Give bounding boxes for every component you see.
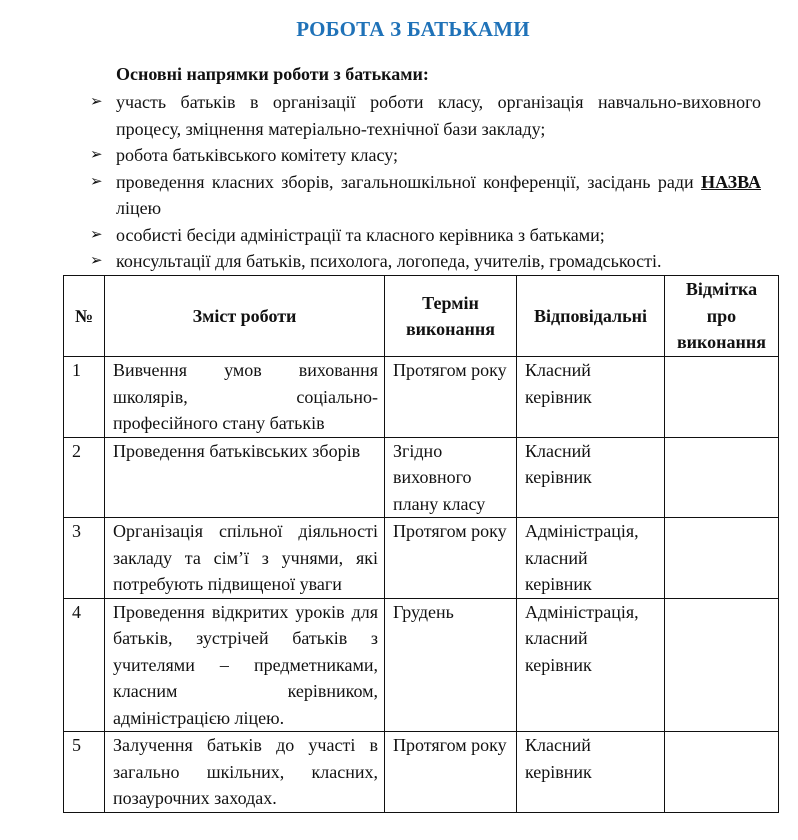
section-subtitle: Основні напрямки роботи з батьками:: [116, 64, 429, 84]
cell-mark: [665, 732, 779, 813]
work-plan-table: [63, 275, 779, 813]
cell-responsible: Адміністрація, класний керівник: [517, 518, 665, 599]
list-item: [0, 248, 761, 275]
table-row: [64, 437, 779, 518]
cell-responsible: Класний керівник: [517, 437, 665, 518]
cell-mark: [665, 437, 779, 518]
cell-responsible: Адміністрація, класний керівник: [517, 598, 665, 732]
arrow-bullet-icon: ➢: [90, 173, 103, 190]
header-number: №: [64, 276, 105, 357]
arrow-bullet-icon: ➢: [90, 147, 103, 163]
cell-term: Згідно виховного плану класу: [385, 437, 517, 518]
cell-content: Вивчення умов виховання школярів, соціально-професійного стану батьків: [105, 357, 385, 438]
list-item-text-suffix: ліцею: [116, 198, 162, 218]
list-item: [0, 142, 761, 169]
table-row: [64, 518, 779, 599]
list-item-text: особисті бесіди адміністрації та класного керівника з батьками;: [116, 224, 605, 245]
list-item: [0, 89, 761, 142]
cell-content: Проведення відкритих уроків для батьків, зустрічей батьків з учителями – предметниками, класним керівником, адміністрацією ліцею.: [105, 598, 385, 732]
arrow-bullet-icon: ➢: [90, 94, 103, 110]
header-term: Термін виконання: [385, 276, 517, 357]
placeholder-name: НАЗВА: [701, 171, 761, 192]
cell-number: 4: [64, 598, 105, 732]
table-row: [64, 598, 779, 732]
cell-term: Протягом року: [385, 518, 517, 599]
table-row: [64, 357, 779, 438]
cell-responsible: Класний керівник: [517, 357, 665, 438]
list-item-text: участь батьків в організації роботи класу, організація навчально-виховного процесу, зміцнення матеріально-технічної бази закладу;: [116, 92, 761, 139]
cell-number: 3: [64, 518, 105, 599]
cell-number: 1: [64, 357, 105, 438]
list-item-text: консультації для батьків, психолога, логопеда, учителів, громадськості.: [116, 251, 662, 271]
list-item-text: робота батьківського комітету класу;: [116, 145, 398, 165]
table-row: [64, 732, 779, 813]
list-item: [0, 222, 761, 249]
cell-responsible: Класний керівник: [517, 732, 665, 813]
cell-content: Організація спільної діяльності закладу та сім’ї з учнями, які потребують підвищеної уваги: [105, 518, 385, 599]
cell-mark: [665, 518, 779, 599]
cell-term: Протягом року: [385, 357, 517, 438]
cell-number: 2: [64, 437, 105, 518]
table-header-row: [64, 276, 779, 357]
page-title: РОБОТА З БАТЬКАМИ: [296, 17, 530, 41]
header-responsible: Відповідальні: [517, 276, 665, 357]
cell-content: Залучення батьків до участі в загально шкільних, класних, позаурочних заходах.: [105, 732, 385, 813]
arrow-bullet-icon: ➢: [90, 253, 103, 269]
cell-term: Грудень: [385, 598, 517, 732]
header-content: Зміст роботи: [105, 276, 385, 357]
list-item-text: проведення класних зборів, загальношкільної конференції, засідань ради: [116, 171, 702, 192]
arrow-bullet-icon: ➢: [90, 226, 103, 243]
cell-number: 5: [64, 732, 105, 813]
cell-mark: [665, 598, 779, 732]
header-completion-mark: Відмітка про виконання: [665, 276, 779, 357]
directions-list: [0, 89, 798, 275]
list-item: [0, 169, 761, 222]
cell-term: Протягом року: [385, 732, 517, 813]
cell-content: Проведення батьківських зборів: [105, 437, 385, 518]
cell-mark: [665, 357, 779, 438]
